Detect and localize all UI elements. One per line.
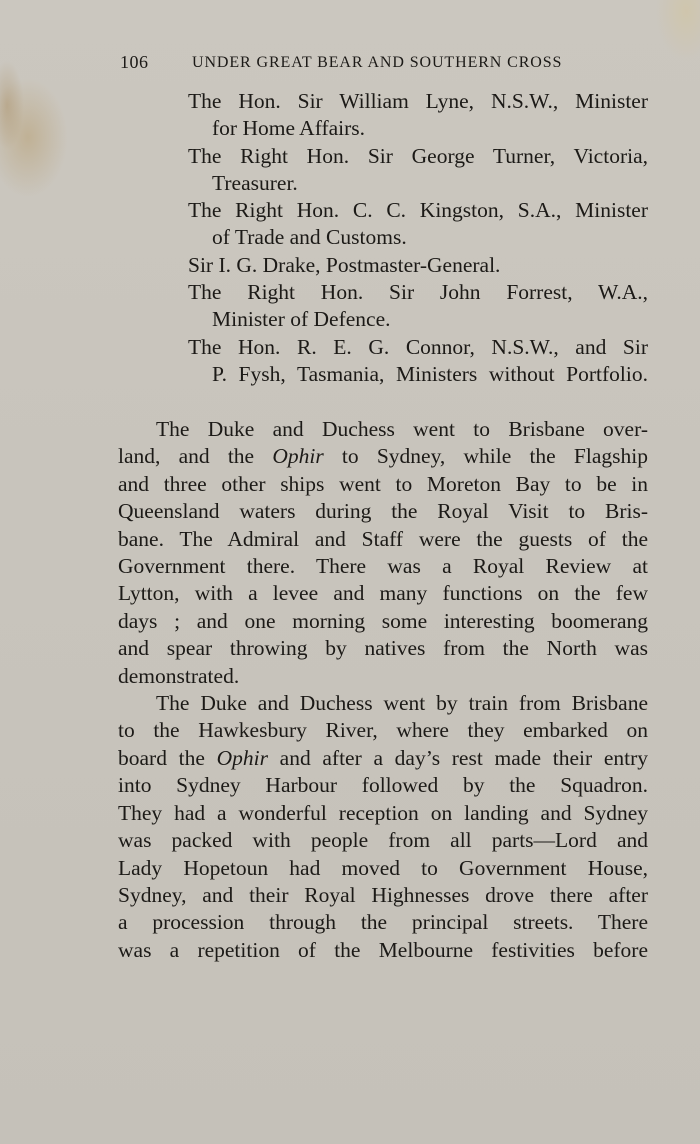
- minister-entry-line: Treasurer.: [212, 170, 298, 195]
- text-line: a procession through the principal streets. There: [118, 910, 648, 935]
- minister-entry-line: The Hon. R. E. G. Connor, N.S.W., and Sir: [188, 334, 648, 359]
- minister-entry-line: The Hon. Sir William Lyne, N.S.W., Minister: [188, 89, 648, 113]
- text-line: land, and the Ophir to Sydney, while the Flagship: [118, 444, 648, 469]
- minister-entry-line: Minister of Defence.: [212, 307, 391, 332]
- text-line: and three other ships went to Moreton Bay to be in: [118, 471, 648, 496]
- paragraph: [118, 416, 648, 690]
- text-line: into Sydney Harbour followed by the Squadron.: [118, 773, 648, 798]
- text-line: was packed with people from all parts—Lord and: [118, 828, 648, 853]
- page-number: 106: [120, 52, 149, 72]
- minister-entry-line: for Home Affairs.: [212, 116, 366, 141]
- text-line: The Duke and Duchess went by train from Brisbane: [156, 691, 648, 716]
- text-line: bane. The Admiral and Staff were the guests of the: [118, 526, 648, 551]
- paragraph: [118, 690, 648, 964]
- text-line: Sydney, and their Royal Highnesses drove there after: [118, 882, 648, 907]
- text-line: The Duke and Duchess went to Brisbane over-: [156, 417, 648, 441]
- text-line: demonstrated.: [118, 663, 240, 688]
- ship-name: Ophir: [216, 745, 268, 770]
- minister-entry: [188, 279, 648, 334]
- text-line: Lady Hopetoun had moved to Government House,: [118, 855, 648, 880]
- ship-name: Ophir: [272, 444, 324, 469]
- minister-entry-line: P. Fysh, Tasmania, Ministers without Portfolio.: [212, 361, 648, 386]
- paper-stain: [0, 60, 24, 150]
- ministers-list: [188, 88, 648, 388]
- text-line: board the Ophir and after a day’s rest made their entry: [118, 745, 648, 770]
- text-line: Lytton, with a levee and many functions on the few: [118, 581, 648, 606]
- page-header: [120, 52, 590, 82]
- text-line: Government there. There was a Royal Review at: [118, 554, 648, 579]
- minister-entry: [188, 88, 648, 143]
- minister-entry-line: of Trade and Customs.: [212, 225, 407, 250]
- minister-entry-line: The Right Hon. Sir John Forrest, W.A.,: [188, 280, 648, 305]
- text-line: Queensland waters during the Royal Visit to Bris-: [118, 499, 648, 524]
- text-line: and spear throwing by natives from the North was: [118, 636, 648, 661]
- minister-entry: [188, 143, 648, 198]
- body-text: [118, 416, 648, 964]
- minister-entry-line: The Right Hon. C. C. Kingston, S.A., Minister: [188, 198, 648, 223]
- minister-entry: [188, 252, 648, 279]
- minister-entry: [188, 334, 648, 389]
- minister-entry: [188, 197, 648, 252]
- minister-entry-line: Sir I. G. Drake, Postmaster-General.: [188, 252, 501, 277]
- text-line: to the Hawkesbury River, where they embarked on: [118, 718, 648, 743]
- text-line: days ; and one morning some interesting boomerang: [118, 608, 648, 633]
- text-line: They had a wonderful reception on landing and Sydney: [118, 800, 648, 825]
- text-line: was a repetition of the Melbourne festivities before: [118, 937, 648, 962]
- minister-entry-line: The Right Hon. Sir George Turner, Victoria,: [188, 143, 648, 168]
- running-title: UNDER GREAT BEAR AND SOUTHERN CROSS: [192, 54, 563, 71]
